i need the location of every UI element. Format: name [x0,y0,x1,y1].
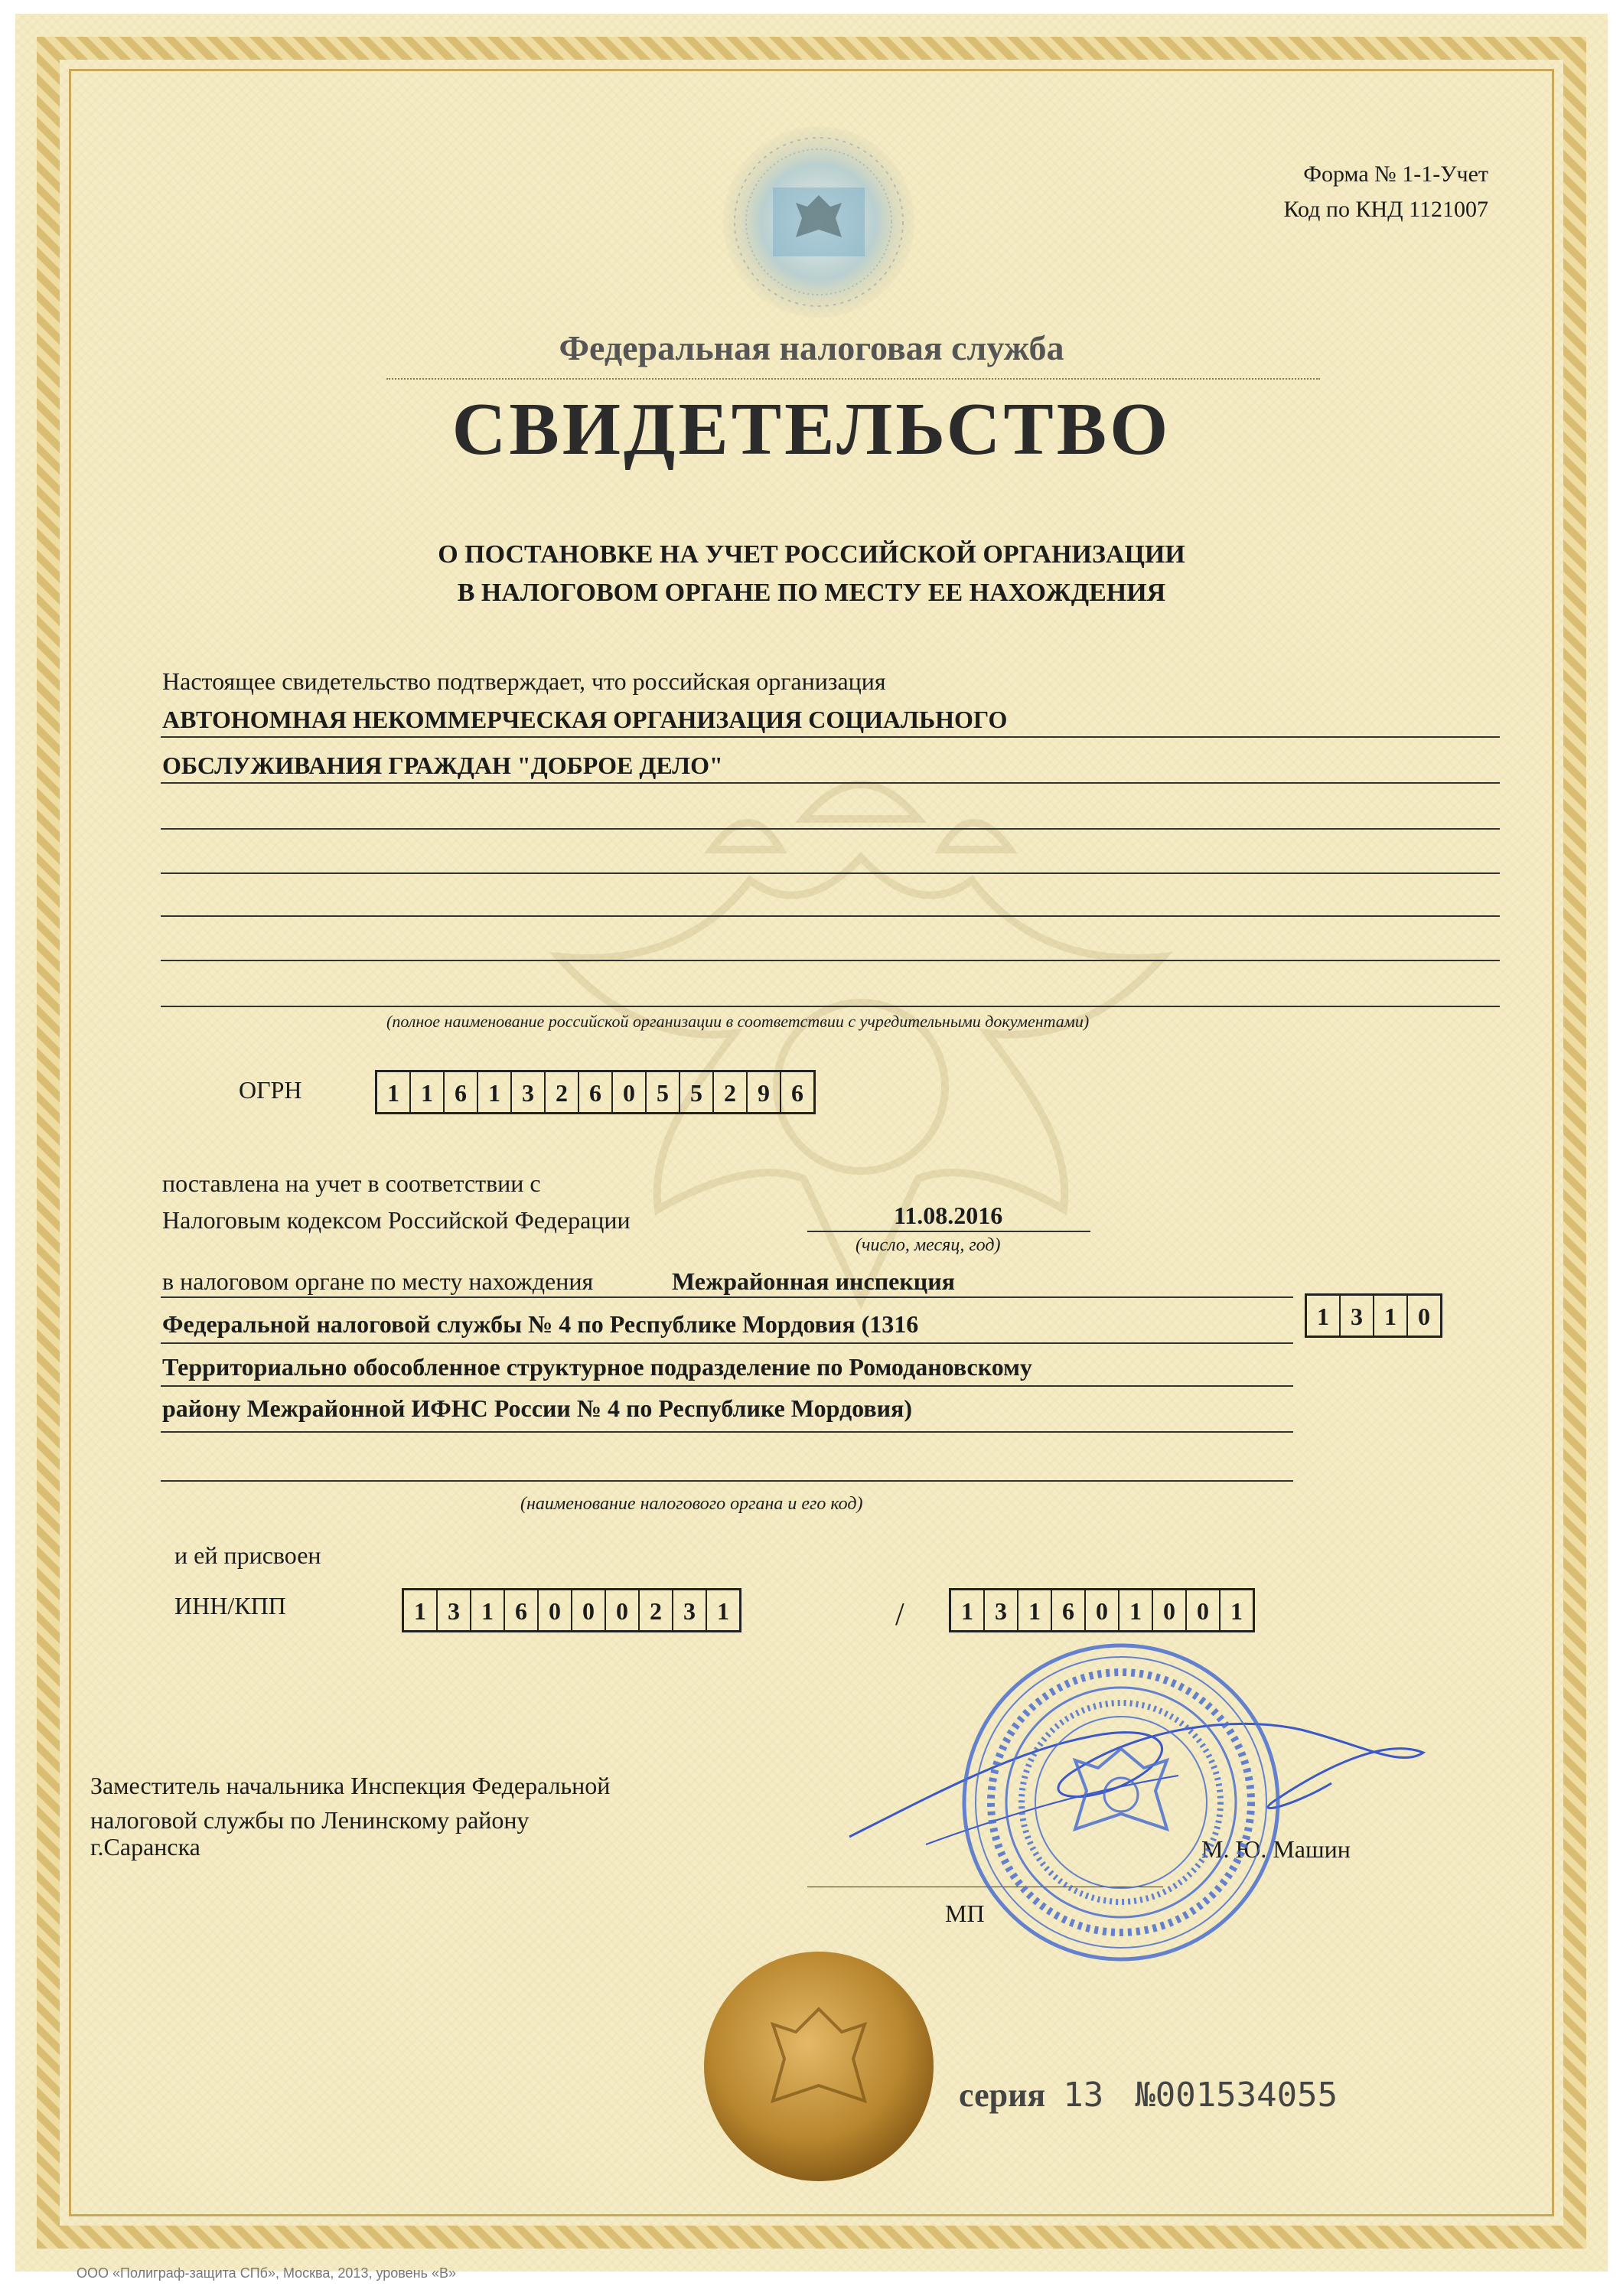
series-code: 13 [1063,2076,1104,2115]
ogrn-label: ОГРН [239,1076,302,1104]
org-name-underline-2 [161,782,1500,784]
assigned-label: и ей присвоен [174,1541,321,1569]
registered-line-1: поставлена на учет в соответствии с [162,1169,541,1197]
org-name-line-1: АВТОНОМНАЯ НЕКОММЕРЧЕСКАЯ ОРГАНИЗАЦИЯ СОЦИАЛЬНОГО [162,706,1008,733]
mp-label: МП [945,1900,985,1927]
signatory-line-1: Заместитель начальника Инспекция Федеральной [90,1772,611,1799]
ogrn-digit: 1 [377,1072,411,1112]
tax-office-underline-1 [161,1296,1293,1298]
inn-digit-boxes [402,1588,741,1632]
blank-line-4 [161,960,1500,961]
tax-office-code-digit: 1 [1307,1296,1341,1336]
tax-office-code-digit: 3 [1341,1296,1374,1336]
subtitle-line-2: В НАЛОГОВОМ ОРГАНЕ ПО МЕСТУ ЕЕ НАХОЖДЕНИЯ [457,579,1166,607]
ogrn-digit: 1 [411,1072,445,1112]
ogrn-digit: 5 [647,1072,680,1112]
tax-office-line-2: Федеральной налоговой службы № 4 по Республике Мордовия (1316 [162,1310,919,1338]
kpp-digit: 0 [1187,1590,1221,1630]
kpp-digit: 0 [1153,1590,1187,1630]
intro-text: Настоящее свидетельство подтверждает, что российская организация [162,667,886,695]
certificate-number: №001534055 [1135,2076,1338,2115]
org-name-underline-1 [161,736,1500,738]
inn-digit: 1 [717,1597,729,1625]
ogrn-digit: 6 [579,1072,613,1112]
kpp-digit: 1 [1018,1590,1052,1630]
tax-office-line-1: Межрайонная инспекция [672,1267,955,1295]
kpp-digit: 1 [951,1590,985,1630]
ogrn-digit: 3 [512,1072,546,1112]
blank-line-2 [161,872,1500,874]
tax-office-underline-4 [161,1431,1293,1433]
printer-note: ООО «Полиграф-защита СПб», Москва, 2013, уровень «В» [77,2265,456,2281]
date-underline [807,1231,1090,1232]
registered-line-2: Налоговым кодексом Российской Федерации [162,1206,631,1234]
form-number: Форма № 1-1-Учет [1303,161,1488,187]
kpp-digit: 0 [1086,1590,1119,1630]
ogrn-digit: 6 [791,1079,803,1107]
tax-office-caption: (наименование налогового органа и его код) [520,1494,863,1514]
inn-digit: 1 [404,1590,438,1630]
document-subtitle [0,536,1623,612]
kpp-digit: 1 [1230,1597,1243,1625]
inn-digit: 3 [438,1590,471,1630]
ogrn-digit-boxes [375,1070,816,1114]
inn-digit: 0 [572,1590,606,1630]
inn-digit: 2 [640,1590,673,1630]
org-name-line-2: ОБСЛУЖИВАНИЯ ГРАЖДАН "ДОБРОЕ ДЕЛО" [162,752,723,779]
signatory-name: М. Ю. Машин [1201,1835,1351,1863]
document-title: СВИДЕТЕЛЬСТВО [451,388,1172,471]
tax-office-underline-2 [161,1342,1293,1344]
form-info [1284,157,1489,227]
tax-office-underline-5 [161,1480,1293,1482]
blank-line-1 [161,828,1500,830]
tax-office-code-digit: 1 [1374,1296,1408,1336]
inn-digit: 6 [505,1590,539,1630]
ogrn-digit: 9 [748,1072,781,1112]
date-caption: (число, месяц, год) [855,1235,1001,1255]
knd-code: Код по КНД 1121007 [1283,197,1488,222]
inn-digit: 0 [606,1590,640,1630]
blank-line-5 [161,1006,1500,1007]
kpp-digit: 3 [985,1590,1018,1630]
tax-office-prefix: в налоговом органе по месту нахождения [162,1267,594,1295]
official-stamp-icon [953,1634,1289,1971]
org-caption: (полное наименование российской организации в соответствии с учредительными документами) [386,1012,1090,1031]
inn-kpp-separator: / [895,1597,904,1632]
ogrn-digit: 0 [613,1072,647,1112]
inn-digit: 0 [539,1590,572,1630]
kpp-digit: 6 [1052,1590,1086,1630]
ogrn-digit: 2 [714,1072,748,1112]
tax-office-code-digit: 0 [1418,1303,1430,1330]
ogrn-digit: 1 [478,1072,512,1112]
tax-office-code-boxes [1305,1293,1442,1338]
inn-digit: 1 [471,1590,505,1630]
inn-digit: 3 [673,1590,707,1630]
subtitle-line-1: О ПОСТАНОВКЕ НА УЧЕТ РОССИЙСКОЙ ОРГАНИЗАЦИИ [438,540,1185,569]
series-label: серия [959,2076,1046,2114]
agency-divider [386,378,1320,380]
kpp-digit-boxes [949,1588,1255,1632]
gold-seal-icon [700,1948,937,2185]
ogrn-digit: 5 [680,1072,714,1112]
ogrn-digit: 6 [445,1072,478,1112]
kpp-digit: 1 [1119,1590,1153,1630]
tax-office-line-4: району Межрайонной ИФНС России № 4 по Республике Мордовия) [162,1394,913,1422]
registration-date: 11.08.2016 [894,1202,1003,1229]
tax-office-line-3: Территориально обособленное структурное подразделение по Ромодановскому [162,1353,1032,1381]
signatory-line-2: налоговой службы по Ленинскому району [90,1806,530,1834]
inn-kpp-label: ИНН/КПП [174,1592,286,1619]
tax-office-underline-3 [161,1385,1293,1387]
series-number [959,2076,1338,2115]
hologram-emblem-icon [719,122,918,321]
blank-line-3 [161,915,1500,917]
ogrn-digit: 2 [546,1072,579,1112]
agency-name: Федеральная налоговая служба [559,328,1064,367]
signatory-line-3: г.Саранска [90,1833,200,1861]
